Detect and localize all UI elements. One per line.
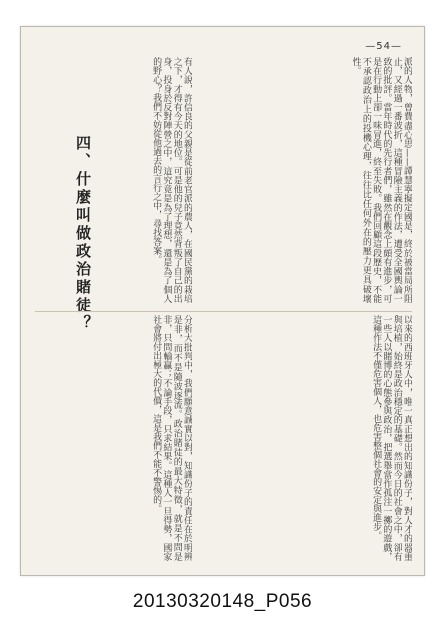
page-number: —54—	[365, 41, 402, 52]
text-column-4: 分析大批判中，我們願意誠實以對，知識份子的責任在於明辨是非，而不是隨波逐流。政治賭徒的最大特徵，就是不問是非，只問輸贏；不論手段，只求結果。這種人一旦得勢，國家社會將付出極大的代價，這是我們不能不警惕的。	[151, 315, 192, 561]
text-column-3: 以來的西班牙人中，唯一真正想出的知識份子，對人才的器重與培植，始終是政治穩定的基礎。然而今日的社會之中，卻有一些人以賭博的心態參與政治，把選舉當作孤注一擲的遊戲，這種作法不僅危害個人，也危害整個社會的安定與進步。	[371, 315, 412, 561]
text-column-2: 有人說，許信良的父親是從前老官派的農人，在國民黨的栽培之下，才得有今天的地位。可是他的兒子竟然背叛了自己的出身，投身於反對陣營之中，這究竟是為了理想，還是為了個人的野心？我們不妨從他過去的言行之中，尋找答案。	[151, 57, 192, 303]
text-area	[35, 57, 412, 561]
text-column-1: 派的人物，曾費盡心思——譚慧寧擬定國是，終於被當局所阻止，又經過一番波折，這種冒險主義的作法，遭受全國輿論一致的批評。當年時代的先行者們，雖然在觀念上頗有進步，可是在行動上卻一味冒進，終至失敗。我們回顧這段歷史，不能不承認政治上的投機心理，往往比任何外在的壓力更具破壞性。	[350, 57, 412, 303]
section-heading: 四、什麼叫做政治賭徒？	[74, 135, 92, 333]
column-divider	[35, 311, 412, 312]
document-page	[20, 26, 425, 576]
archive-id-caption: 20130320148_P056	[132, 591, 313, 612]
